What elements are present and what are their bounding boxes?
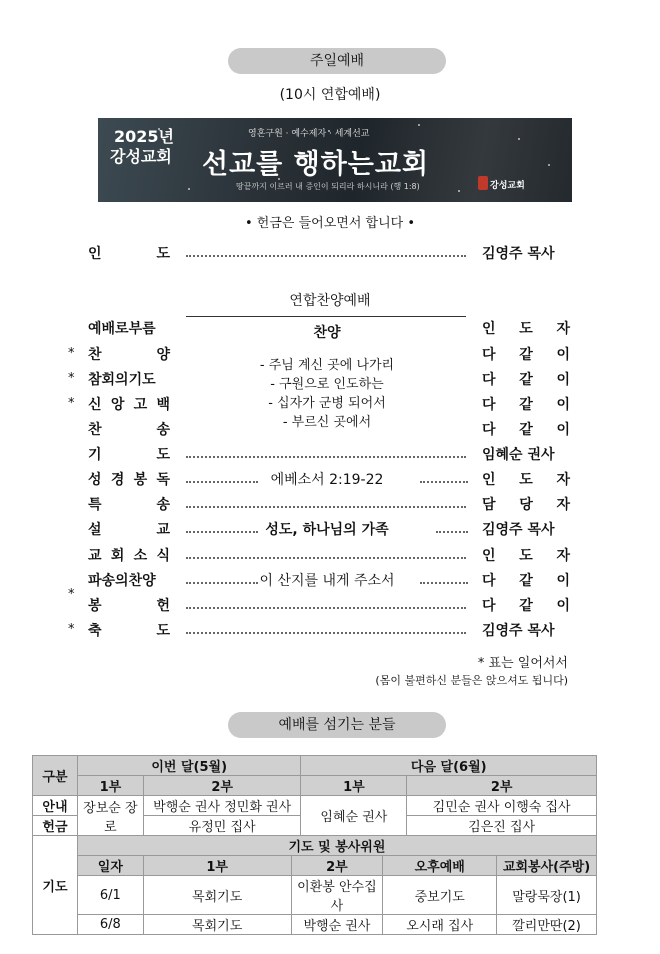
order-leader: 인 도 자 — [482, 472, 570, 488]
order-row — [0, 394, 660, 416]
order-label: 특 송 — [88, 497, 170, 513]
order-leader: 김영주 목사 — [482, 522, 555, 538]
hymn-line: - 부르신 곳에서 — [282, 415, 372, 430]
stand-marker: * — [68, 622, 75, 637]
prayer-cell: 박행순 권사 — [291, 915, 383, 935]
servers-table — [32, 755, 597, 935]
stand-marker: * — [68, 346, 75, 361]
order-row — [0, 587, 660, 617]
prayer-cell: 목회기도 — [143, 876, 291, 915]
part1-header: 1부 — [301, 776, 407, 796]
order-leader: 김영주 목사 — [482, 623, 555, 639]
order-label: 축 도 — [88, 623, 170, 639]
banner-image — [98, 118, 572, 202]
section-divider — [186, 316, 466, 317]
dotted-leader — [186, 506, 466, 508]
prayer-header: 2부 — [291, 856, 383, 876]
banner-main-title: 선교를 행하는교회 — [202, 149, 430, 180]
order-leader: 다 같 이 — [482, 598, 570, 614]
stand-marker: * — [68, 396, 75, 411]
order-label: 기 도 — [88, 447, 170, 463]
order-leader: 다 같 이 — [482, 347, 570, 363]
servers-title-pill — [228, 712, 446, 738]
next-month-header: 다음 달(6월) — [301, 756, 597, 776]
prayer-header: 1부 — [143, 856, 291, 876]
order-row — [0, 469, 660, 491]
stand-marker: * — [68, 587, 75, 602]
banner-logo-text: 강성교회 — [490, 181, 525, 191]
prayer-cell: 말랑묵장(1) — [497, 876, 597, 915]
order-leader: 담 당 자 — [482, 497, 570, 513]
order-row — [0, 318, 660, 340]
guide-label: 안내 — [33, 796, 78, 816]
order-text: 성도, 하나님의 가족 — [265, 522, 389, 538]
part2-header: 2부 — [143, 776, 301, 796]
prayer-cell: 깔리만딴(2) — [497, 915, 597, 935]
dotted-leader — [186, 557, 466, 559]
church-logo-icon — [478, 176, 488, 190]
dotted-leader — [186, 607, 466, 609]
worship-subtitle: (10시 연합예배) — [279, 87, 381, 103]
banner-verse: 땅끝까지 이르러 내 증인이 되리라 하시니라 (행 1:8) — [236, 182, 420, 191]
prayer-cell: 6/8 — [77, 915, 143, 935]
next-part2-offering: 김은진 집사 — [407, 816, 597, 836]
order-text: 에베소서 2:19-22 — [270, 472, 384, 488]
order-label: 교 회 소 식 — [88, 548, 170, 564]
prayer-cell: 이환봉 안수집사 — [291, 876, 383, 915]
prayer-cell: 중보기도 — [383, 876, 497, 915]
part1-header: 1부 — [77, 776, 143, 796]
order-label: 신 앙 고 백 — [88, 397, 170, 413]
order-row — [0, 369, 660, 391]
order-leader: 다 같 이 — [482, 397, 570, 413]
hymn-line: - 주님 계신 곳에 나가리 — [259, 358, 395, 373]
prayer-header: 오후예배 — [383, 856, 497, 876]
table-row — [33, 915, 597, 935]
part2-header: 2부 — [407, 776, 597, 796]
stand-marker: * — [68, 371, 75, 386]
worship-title-pill — [228, 48, 446, 74]
order-leader: 다 같 이 — [482, 372, 570, 388]
this-part2-offering: 유정민 집사 — [143, 816, 301, 836]
banner-church: 강성교회 — [110, 147, 172, 166]
prayer-header: 일자 — [77, 856, 143, 876]
order-leader: 인 도 자 — [482, 321, 570, 337]
order-row — [0, 620, 660, 642]
invocation-leader: 김영주 목사 — [482, 246, 555, 262]
sit-note: (몸이 불편하신 분들은 앉으셔도 됩니다) — [375, 674, 568, 687]
order-leader: 인 도 자 — [482, 548, 570, 564]
prayer-cell: 6/1 — [77, 876, 143, 915]
stand-note: * 표는 일어서서 — [477, 656, 568, 671]
hymn-header: 찬양 — [313, 325, 341, 341]
next-part1-servers: 임혜순 권사 — [301, 796, 407, 836]
order-text: 이 산지를 내게 주소서 — [259, 573, 395, 589]
order-row — [0, 444, 660, 466]
worship-title: 주일예배 — [309, 53, 365, 69]
order-label: 찬 양 — [88, 347, 170, 363]
order-label: 예배로부름 — [88, 321, 156, 337]
order-row — [0, 519, 660, 541]
next-part2-guides: 김민순 권사 이행숙 집사 — [407, 796, 597, 816]
prayer-title: 기도 및 봉사위원 — [77, 836, 596, 856]
prayer-cell: 오시래 집사 — [383, 915, 497, 935]
offering-note: • 헌금은 들어오면서 합니다 • — [244, 216, 415, 231]
order-label: 설 교 — [88, 522, 170, 538]
prayer-label: 기도 — [33, 836, 78, 935]
order-leader: 다 같 이 — [482, 573, 570, 589]
order-label: 봉 헌 — [88, 598, 170, 614]
dotted-leader — [420, 582, 468, 584]
order-row — [0, 344, 660, 366]
hymn-line: - 구원으로 인도하는 — [270, 377, 384, 392]
dotted-leader — [186, 456, 466, 458]
invocation-label: 인 도 — [88, 246, 170, 262]
hymn-line: - 십자가 군병 되어서 — [268, 396, 386, 411]
dotted-leader — [436, 531, 468, 533]
servers-title: 예배를 섬기는 분들 — [278, 717, 396, 733]
order-row — [0, 494, 660, 516]
dotted-leader — [186, 255, 466, 257]
banner-motto: 영혼구원 · 예수제자 · 세계선교 — [248, 129, 370, 139]
order-label: 참회의기도 — [88, 372, 156, 388]
category-header: 구분 — [33, 756, 78, 796]
order-row — [0, 570, 660, 592]
this-part2-guides: 박행순 권사 정민화 권사 — [143, 796, 301, 816]
offering-label: 헌금 — [33, 816, 78, 836]
order-label: 성 경 봉 독 — [88, 472, 170, 488]
dotted-leader — [420, 481, 468, 483]
order-leader: 다 같 이 — [482, 422, 570, 438]
order-label: 찬 송 — [88, 422, 170, 438]
table-row — [33, 876, 597, 915]
prayer-cell: 목회기도 — [143, 915, 291, 935]
prayer-header: 교회봉사(주방) — [497, 856, 597, 876]
section-title: 연합찬양예배 — [289, 293, 371, 309]
order-leader: 임혜순 권사 — [482, 447, 555, 463]
order-label: 파송의찬양 — [88, 573, 156, 589]
order-row — [0, 419, 660, 441]
this-part1-servers: 장보순 장로 — [77, 796, 143, 836]
invocation-row — [0, 243, 660, 265]
dotted-leader — [186, 632, 466, 634]
this-month-header: 이번 달(5월) — [77, 756, 301, 776]
banner-year: 2025년 — [114, 127, 174, 146]
order-row — [0, 545, 660, 567]
